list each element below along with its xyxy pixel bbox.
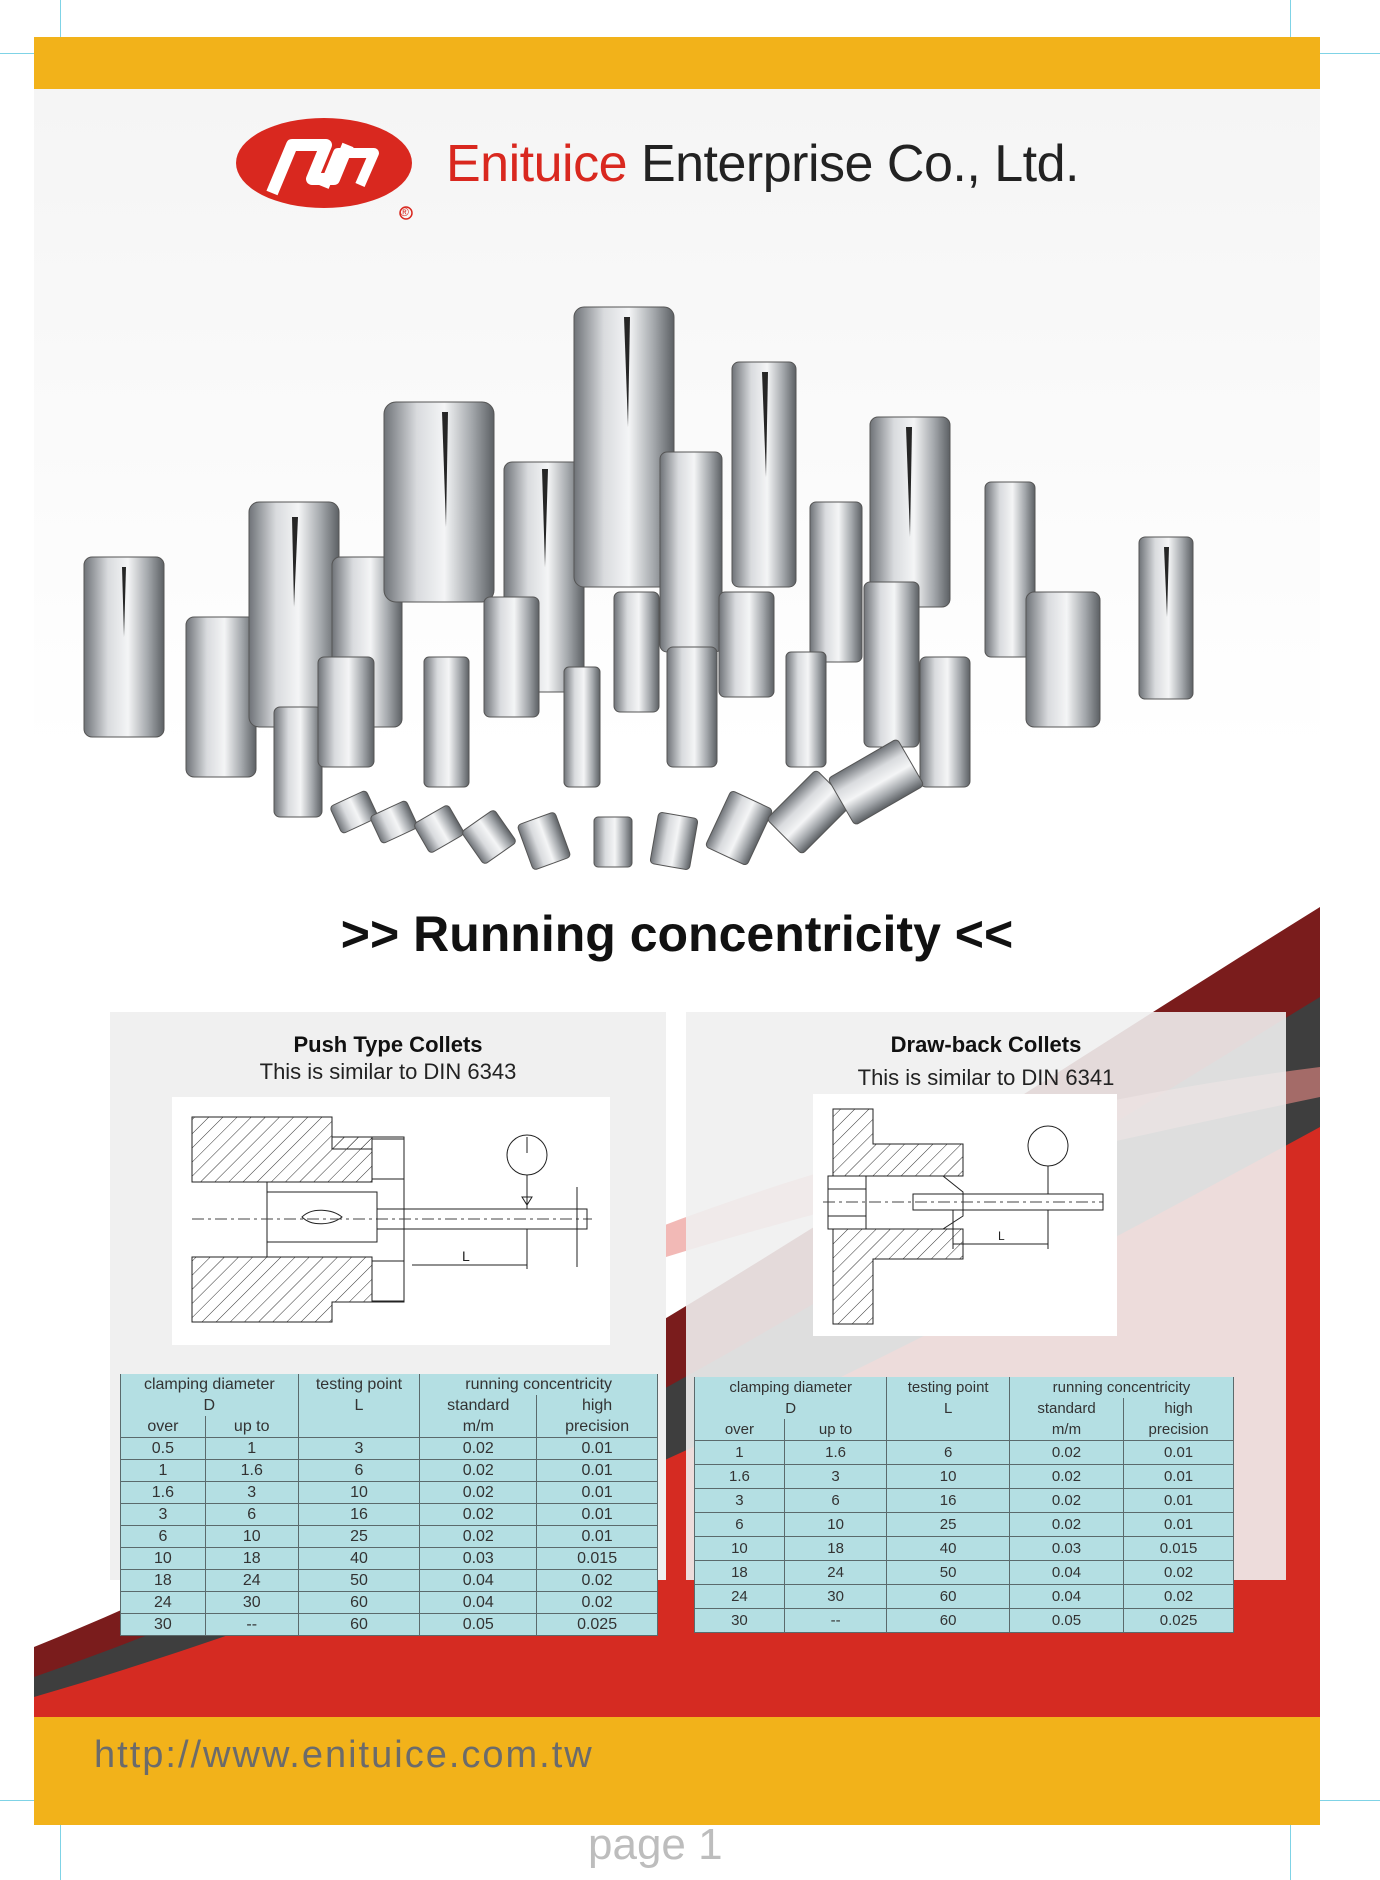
table-cell: 3 bbox=[784, 1465, 887, 1489]
table-cell: 0.01 bbox=[537, 1438, 658, 1460]
table-row bbox=[121, 1570, 658, 1592]
table-cell: 0.025 bbox=[1124, 1609, 1234, 1633]
draw-header-testing: testing point bbox=[887, 1377, 1010, 1398]
table-row bbox=[121, 1548, 658, 1570]
table-cell: 18 bbox=[121, 1570, 206, 1592]
push-header-blank bbox=[298, 1416, 420, 1438]
table-cell: 3 bbox=[205, 1482, 298, 1504]
push-table-body bbox=[121, 1438, 658, 1636]
table-cell: 3 bbox=[121, 1504, 206, 1526]
table-cell: 1.6 bbox=[121, 1482, 206, 1504]
table-row bbox=[121, 1526, 658, 1548]
table-cell: 18 bbox=[695, 1561, 785, 1585]
table-cell: 0.02 bbox=[1124, 1561, 1234, 1585]
draw-header-standard: standard bbox=[1009, 1398, 1123, 1419]
table-cell: 0.02 bbox=[1009, 1513, 1123, 1537]
table-row bbox=[695, 1441, 1234, 1465]
table-cell: 0.02 bbox=[420, 1482, 537, 1504]
table-cell: 0.01 bbox=[537, 1504, 658, 1526]
push-type-title: Push Type Collets bbox=[293, 1032, 483, 1057]
table-row bbox=[695, 1465, 1234, 1489]
table-cell: 60 bbox=[298, 1614, 420, 1636]
table-cell: 24 bbox=[695, 1585, 785, 1609]
table-cell: 6 bbox=[784, 1489, 887, 1513]
table-cell: 0.02 bbox=[537, 1570, 658, 1592]
table-cell: 10 bbox=[121, 1548, 206, 1570]
table-cell: 1 bbox=[695, 1441, 785, 1465]
draw-header-precision: precision bbox=[1124, 1419, 1234, 1441]
table-cell: 25 bbox=[298, 1526, 420, 1548]
push-type-subtitle: This is similar to DIN 6343 bbox=[259, 1059, 517, 1084]
company-name bbox=[446, 134, 1079, 194]
push-header-running: running concentricity bbox=[420, 1374, 658, 1395]
table-cell: 30 bbox=[784, 1585, 887, 1609]
table-cell: 0.04 bbox=[1009, 1585, 1123, 1609]
table-row bbox=[121, 1482, 658, 1504]
table-cell: 0.03 bbox=[420, 1548, 537, 1570]
table-cell: 0.01 bbox=[1124, 1489, 1234, 1513]
draw-header-high: high bbox=[1124, 1398, 1234, 1419]
catalog-page bbox=[34, 37, 1320, 1825]
table-cell: 30 bbox=[121, 1614, 206, 1636]
table-cell: 0.02 bbox=[1009, 1465, 1123, 1489]
draw-back-drawing bbox=[813, 1094, 1117, 1336]
table-cell: 0.01 bbox=[1124, 1441, 1234, 1465]
table-cell: 60 bbox=[298, 1592, 420, 1614]
draw-diagram-l-label: L bbox=[998, 1229, 1005, 1243]
table-cell: 0.025 bbox=[537, 1614, 658, 1636]
table-cell: 0.04 bbox=[1009, 1561, 1123, 1585]
red-oval-logo-icon bbox=[234, 115, 444, 225]
table-row bbox=[121, 1438, 658, 1460]
push-header-testing: testing point bbox=[298, 1374, 420, 1395]
table-cell: 18 bbox=[205, 1548, 298, 1570]
table-row bbox=[121, 1460, 658, 1482]
table-row bbox=[695, 1537, 1234, 1561]
table-cell: 30 bbox=[205, 1592, 298, 1614]
table-cell: 10 bbox=[695, 1537, 785, 1561]
table-cell: 6 bbox=[887, 1441, 1010, 1465]
table-cell: 60 bbox=[887, 1609, 1010, 1633]
table-cell: 3 bbox=[695, 1489, 785, 1513]
table-cell: -- bbox=[784, 1609, 887, 1633]
table-row bbox=[695, 1609, 1234, 1633]
table-cell: 0.01 bbox=[1124, 1513, 1234, 1537]
collets-product-photo bbox=[64, 237, 1294, 877]
table-row bbox=[121, 1504, 658, 1526]
draw-header-over: over bbox=[695, 1419, 785, 1441]
table-cell: 0.5 bbox=[121, 1438, 206, 1460]
push-diagram-l-label: L bbox=[462, 1248, 470, 1264]
company-brand: Enituice bbox=[446, 135, 627, 193]
push-header-over: over bbox=[121, 1416, 206, 1438]
page-heading: >> Running concentricity << bbox=[340, 906, 1014, 962]
table-cell: 6 bbox=[205, 1504, 298, 1526]
company-suffix: Enterprise Co., Ltd. bbox=[640, 135, 1079, 193]
table-cell: 0.02 bbox=[1009, 1441, 1123, 1465]
table-cell: 10 bbox=[298, 1482, 420, 1504]
draw-header-running: running concentricity bbox=[1009, 1377, 1233, 1398]
table-cell: 0.015 bbox=[1124, 1537, 1234, 1561]
registered-mark: ® bbox=[400, 205, 409, 219]
table-cell: 16 bbox=[298, 1504, 420, 1526]
table-cell: 10 bbox=[784, 1513, 887, 1537]
draw-table-body bbox=[695, 1441, 1234, 1633]
table-cell: 0.01 bbox=[537, 1460, 658, 1482]
table-cell: 0.02 bbox=[420, 1504, 537, 1526]
draw-header-d: D bbox=[695, 1398, 887, 1419]
draw-back-panel bbox=[686, 1012, 1286, 1629]
table-cell: 0.01 bbox=[537, 1526, 658, 1548]
table-cell: 0.02 bbox=[420, 1526, 537, 1548]
table-cell: 0.03 bbox=[1009, 1537, 1123, 1561]
website-link[interactable]: http://www.enituice.com.tw bbox=[94, 1734, 594, 1776]
top-band bbox=[34, 37, 1320, 89]
table-cell: 1.6 bbox=[784, 1441, 887, 1465]
table-cell: 10 bbox=[205, 1526, 298, 1548]
table-cell: 6 bbox=[298, 1460, 420, 1482]
draw-back-title: Draw-back Collets bbox=[890, 1032, 1082, 1057]
table-cell: 6 bbox=[695, 1513, 785, 1537]
table-cell: 24 bbox=[121, 1592, 206, 1614]
table-cell: 25 bbox=[887, 1513, 1010, 1537]
draw-back-subtitle: This is similar to DIN 6341 bbox=[857, 1065, 1115, 1090]
table-cell: 10 bbox=[887, 1465, 1010, 1489]
draw-back-table bbox=[694, 1377, 1234, 1633]
table-cell: 0.015 bbox=[537, 1548, 658, 1570]
table-row bbox=[695, 1489, 1234, 1513]
table-cell: 24 bbox=[784, 1561, 887, 1585]
table-cell: 0.02 bbox=[1124, 1585, 1234, 1609]
push-header-precision: precision bbox=[537, 1416, 658, 1438]
table-cell: 6 bbox=[121, 1526, 206, 1548]
table-cell: 0.05 bbox=[1009, 1609, 1123, 1633]
push-header-standard: standard bbox=[420, 1395, 537, 1416]
table-cell: 0.04 bbox=[420, 1592, 537, 1614]
table-cell: 0.02 bbox=[1009, 1489, 1123, 1513]
page-number: page 1 bbox=[588, 1820, 723, 1869]
draw-header-upto: up to bbox=[784, 1419, 887, 1441]
table-row bbox=[121, 1592, 658, 1614]
push-header-clamping: clamping diameter bbox=[121, 1374, 299, 1395]
draw-back-diagram bbox=[813, 1094, 1117, 1336]
draw-header-blank bbox=[887, 1419, 1010, 1441]
table-cell: 24 bbox=[205, 1570, 298, 1592]
table-cell: 60 bbox=[887, 1585, 1010, 1609]
push-type-diagram bbox=[172, 1097, 610, 1345]
push-header-upto: up to bbox=[205, 1416, 298, 1438]
table-cell: 1 bbox=[205, 1438, 298, 1460]
push-type-drawing bbox=[172, 1097, 610, 1345]
push-type-table bbox=[120, 1374, 658, 1636]
table-cell: 40 bbox=[298, 1548, 420, 1570]
table-cell: 0.01 bbox=[1124, 1465, 1234, 1489]
push-header-mm: m/m bbox=[420, 1416, 537, 1438]
push-type-panel bbox=[110, 1012, 666, 1633]
table-cell: 30 bbox=[695, 1609, 785, 1633]
push-header-l: L bbox=[298, 1395, 420, 1416]
table-cell: 1.6 bbox=[695, 1465, 785, 1489]
table-row bbox=[121, 1614, 658, 1636]
table-cell: -- bbox=[205, 1614, 298, 1636]
draw-header-clamping: clamping diameter bbox=[695, 1377, 887, 1398]
table-cell: 50 bbox=[887, 1561, 1010, 1585]
table-row bbox=[695, 1561, 1234, 1585]
push-header-d: D bbox=[121, 1395, 299, 1416]
table-cell: 50 bbox=[298, 1570, 420, 1592]
table-cell: 40 bbox=[887, 1537, 1010, 1561]
table-row bbox=[695, 1513, 1234, 1537]
table-cell: 16 bbox=[887, 1489, 1010, 1513]
table-cell: 3 bbox=[298, 1438, 420, 1460]
table-cell: 0.05 bbox=[420, 1614, 537, 1636]
draw-header-mm: m/m bbox=[1009, 1419, 1123, 1441]
table-cell: 0.02 bbox=[420, 1438, 537, 1460]
table-cell: 0.01 bbox=[537, 1482, 658, 1504]
table-cell: 0.04 bbox=[420, 1570, 537, 1592]
push-header-high: high bbox=[537, 1395, 658, 1416]
table-cell: 1 bbox=[121, 1460, 206, 1482]
draw-header-l: L bbox=[887, 1398, 1010, 1419]
table-cell: 0.02 bbox=[537, 1592, 658, 1614]
table-cell: 0.02 bbox=[420, 1460, 537, 1482]
table-row bbox=[695, 1585, 1234, 1609]
table-cell: 1.6 bbox=[205, 1460, 298, 1482]
table-cell: 18 bbox=[784, 1537, 887, 1561]
